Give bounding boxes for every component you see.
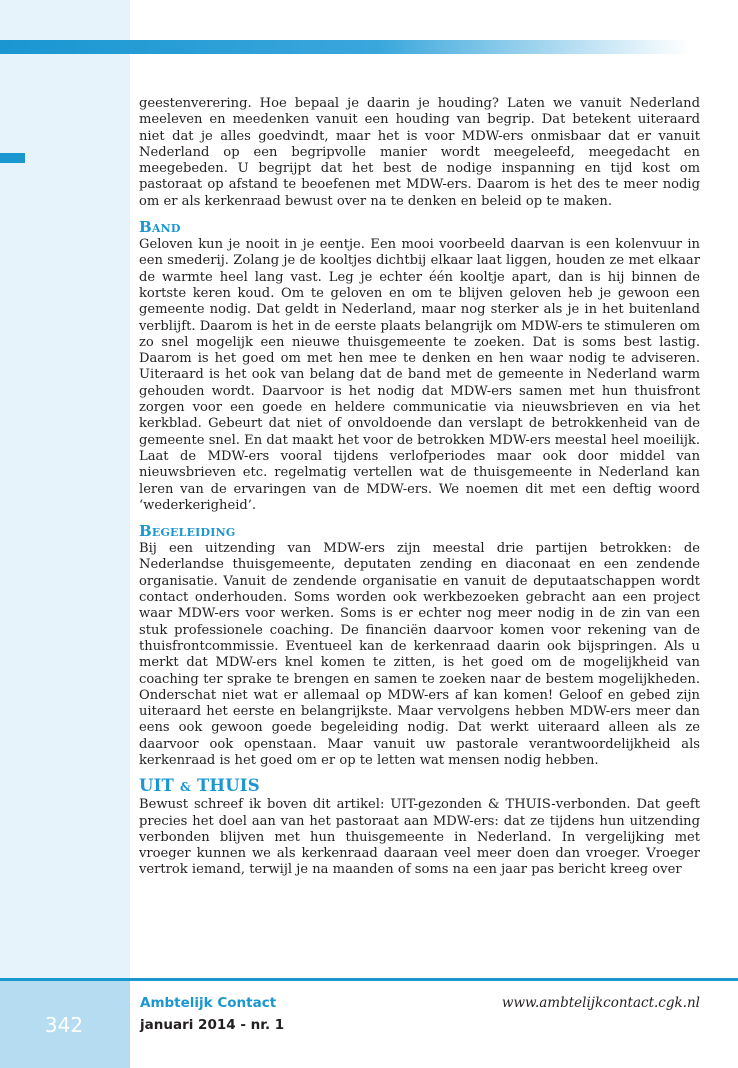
page-number: 342 [44, 1013, 84, 1037]
section-text-band: Geloven kun je nooit in je eentje. Een mooi voorbeeld daarvan is een kolenvuur in een smederij. Zolang je de kooltjes dichtbij elkaar laat liggen, houden ze met elkaar de warmte heel lang vast. Leg je echter één kooltje apart, dan is hij binnen de kortste keren koud. Om te geloven en om te blijven geloven heb je gewoon een gemeente nodig. Dat geldt in Nederland, maar nog sterker als je in het buitenland verblijft. Daarom is het in de eerste plaats belangrijk om MDW-ers te stimuleren om zo snel mogelijk een nieuwe thuisgemeente te zoeken. Dat is soms best lastig. Daarom is het goed om met hen mee te denken en hen waar nodig te adviseren. Uiteraard is het ook van belang dat de band met de gemeente in Nederland warm gehouden wordt. Daarvoor is het nodig dat MDW-ers samen met hun thuisfront zorgen voor een goede en heldere communicatie via nieuwsbrieven en via het kerkblad. Gebeurt dat niet of onvoldoende dan verslapt de betrokkenheid van de gemeente snel. En dat maakt het voor de betrokken MDW-ers meestal heel moeilijk. Laat de MDW-ers vooral tijdens verlofperiodes maar ook door middel van nieuwsbrieven etc. regelmatig vertellen wat de thuisgemeente in Nederland kan leren van de ervaringen van de MDW-ers. We noemen dit met een deftig woord ‘wederkerigheid’. [139, 237, 700, 513]
heading-uit: UIT [139, 776, 174, 796]
section-heading-band: Band [139, 218, 181, 237]
side-accent-tab [0, 153, 25, 163]
header-gradient-bar [0, 40, 690, 54]
website-url: www.ambtelijkcontact.cgk.nl [501, 995, 700, 1011]
section-text-uit-thuis: Bewust schreef ik boven dit artikel: UIT-gezonden & THUIS-verbonden. Dat geeft precies het doel aan van het pastoraat aan MDW-ers: dat ze tijdens hun uitzending verbonden blijven met hun thuisgemeente in Nederland. In vergelijking met vroeger kunnen we als kerkenraad daaraan veel meer doen dan vroeger. Vroeger vertrok iemand, terwijl je na maanden of soms na een jaar pas bericht kreeg over [139, 797, 700, 878]
heading-thuis: THUIS [196, 776, 260, 796]
section-heading-uit-thuis [139, 776, 700, 797]
publication-title: Ambtelijk Contact [140, 995, 277, 1011]
section-heading-begeleiding: Begeleiding [139, 522, 236, 541]
issue-label: januari 2014 - nr. 1 [140, 1017, 285, 1033]
article-body [139, 96, 700, 879]
intro-paragraph: geestenverering. Hoe bepaal je daarin je houding? Laten we vanuit Nederland meeleven en meedenken vanuit een houding van begrip. Dat betekent uiteraard niet dat je alles goedvindt, maar het is voor MDW-ers onmisbaar dat er vanuit Nederland op een begripvolle manier wordt meegeleefd, meegedacht en meegebeden. U begrijpt dat het best de nodige inspanning en tijd kost om pastoraat op afstand te beoefenen met MDW-ers. Daarom is het des te meer nodig om er als kerkenraad bewust over na te denken en beleid op te maken. [139, 96, 700, 209]
heading-ampersand: & [179, 780, 191, 795]
section-text-begeleiding: Bij een uitzending van MDW-ers zijn meestal drie partijen betrokken: de Nederlandse thuisgemeente, deputaten zending en diaconaat en een zendende organisatie. Vanuit de zendende organisatie en vanuit de deputaatschappen wordt contact onderhouden. Soms worden ook werkbezoeken gebracht aan een project waar MDW-ers voor werken. Soms is er echter nog meer nodig in de zin van een stuk professionele coaching. De financiën daarvoor komen voor rekening van de thuisfrontcommissie. Eventueel kan de kerkenraad daarin ook bijspringen. Als u merkt dat MDW-ers knel komen te zitten, is het goed om de mogelijkheid van coaching ter sprake te brengen en samen te zoeken naar de bestem mogelijkheden. Onderschat niet wat er allemaal op MDW-ers af kan komen! Geloof en gebed zijn uiteraard het eerste en belangrijkste. Maar vervolgens hebben MDW-ers meer dan eens ook gewoon goede begeleiding nodig. Dat werkt uiteraard alleen als ze daarvoor ook openstaan. Maar vanuit uw pastorale verantwoordelijkheid als kerkenraad is het goed om er op te letten wat mensen nodig hebben. [139, 541, 700, 768]
